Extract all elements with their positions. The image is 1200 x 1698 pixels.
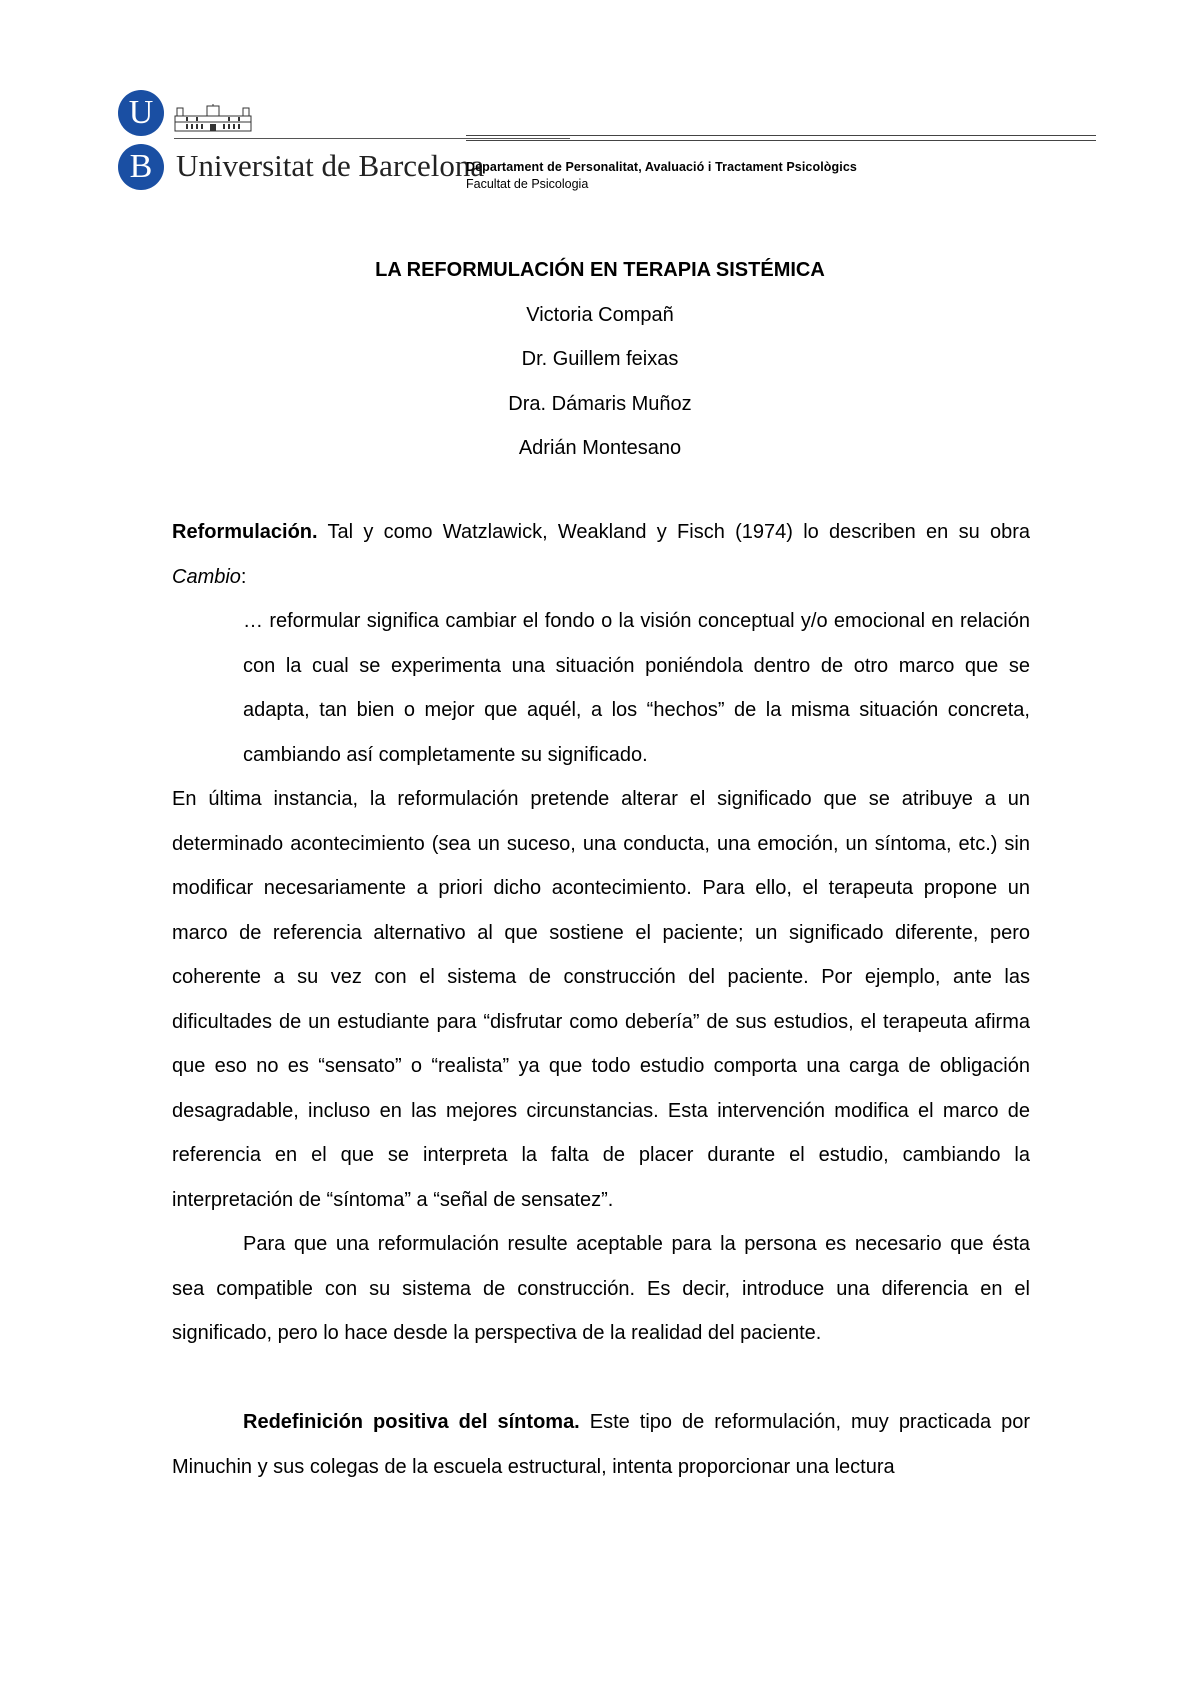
section-heading-redefinicion: Redefinición positiva del síntoma. [243, 1411, 580, 1433]
paragraph-text: Este tipo de reformulación, muy practicada por Minuchin y sus colegas de la escuela estructural, intenta proporcionar una lectura [172, 1411, 1031, 1478]
block-quote: … reformular significa cambiar el fondo o la visión conceptual y/o emocional en relación con la cual se experimenta una situación poniéndola dentro de otro marco que se adapta, tan bien o mejor que aquél, a los “hechos” de la misma situación concreta, cambiando así completamente su significado. [243, 610, 1030, 766]
paragraph-2: En última instancia, la reformulación pretende alterar el significado que se atribuye a un determinado acontecimiento (sea un suceso, una conducta, una emoción, un síntoma, etc.) sin modificar necesariamente a priori dicho acontecimiento. Para ello, el terapeuta propone un marco de referencia alternativo al que sostiene el paciente; un significado diferente, pero coherente a su vez con el sistema de construcción del paciente. Por ejemplo, ante las dificultades de un estudiante para “disfrutar como debería” de sus estudios, el terapeuta afirma que eso no es “sensato” o “realista” ya que todo estudio comporta una carga de obligación desagradable, incluso en las mejores circunstancias. Esta intervención modifica el marco de referencia en el que se interpreta la falta de placer durante el estudio, cambiando la interpretación de “síntoma” a “señal de sensatez”. [172, 788, 1030, 1211]
department-name: Departament de Personalitat, Avaluació i Tractament Psicològics [466, 160, 857, 174]
paragraph-redefinicion [172, 1400, 1030, 1489]
document-body [172, 510, 1030, 1489]
university-name: Universitat de Barcelona [176, 148, 485, 183]
section-heading-reformulacion: Reformulación. [172, 521, 318, 543]
paragraph-text: Tal y como Watzlawick, Weakland y Fisch (1974) lo describen en su obra [317, 521, 1030, 543]
author-1: Victoria Compañ [526, 303, 674, 326]
logo-u-circle: U [118, 90, 164, 136]
header-rule [466, 135, 1096, 141]
faculty-name: Facultat de Psicologia [466, 177, 589, 191]
paragraph-spacer [172, 1356, 1030, 1401]
title-block [170, 248, 1030, 471]
author-2: Dr. Guillem feixas [521, 348, 679, 370]
paragraph-text-end: : [240, 565, 247, 588]
author-3: Dra. Dámaris Muñoz [508, 392, 692, 415]
paragraph-reformulacion [172, 510, 1030, 599]
logo-b-circle: B [118, 144, 164, 190]
document-header [100, 78, 1100, 198]
paragraph-3: Para que una reformulación resulte aceptable para la persona es necesario que ésta sea compatible con su sistema de construcción. Es decir, introduce una diferencia en el significado, pero lo hace desde la perspectiva de la realidad del paciente. [172, 1233, 1030, 1344]
document-title: LA REFORMULACIÓN EN TERAPIA SISTÉMICA [375, 259, 825, 281]
book-title: Cambio [172, 565, 241, 588]
building-icon [174, 104, 252, 132]
author-4: Adrián Montesano [518, 437, 682, 459]
